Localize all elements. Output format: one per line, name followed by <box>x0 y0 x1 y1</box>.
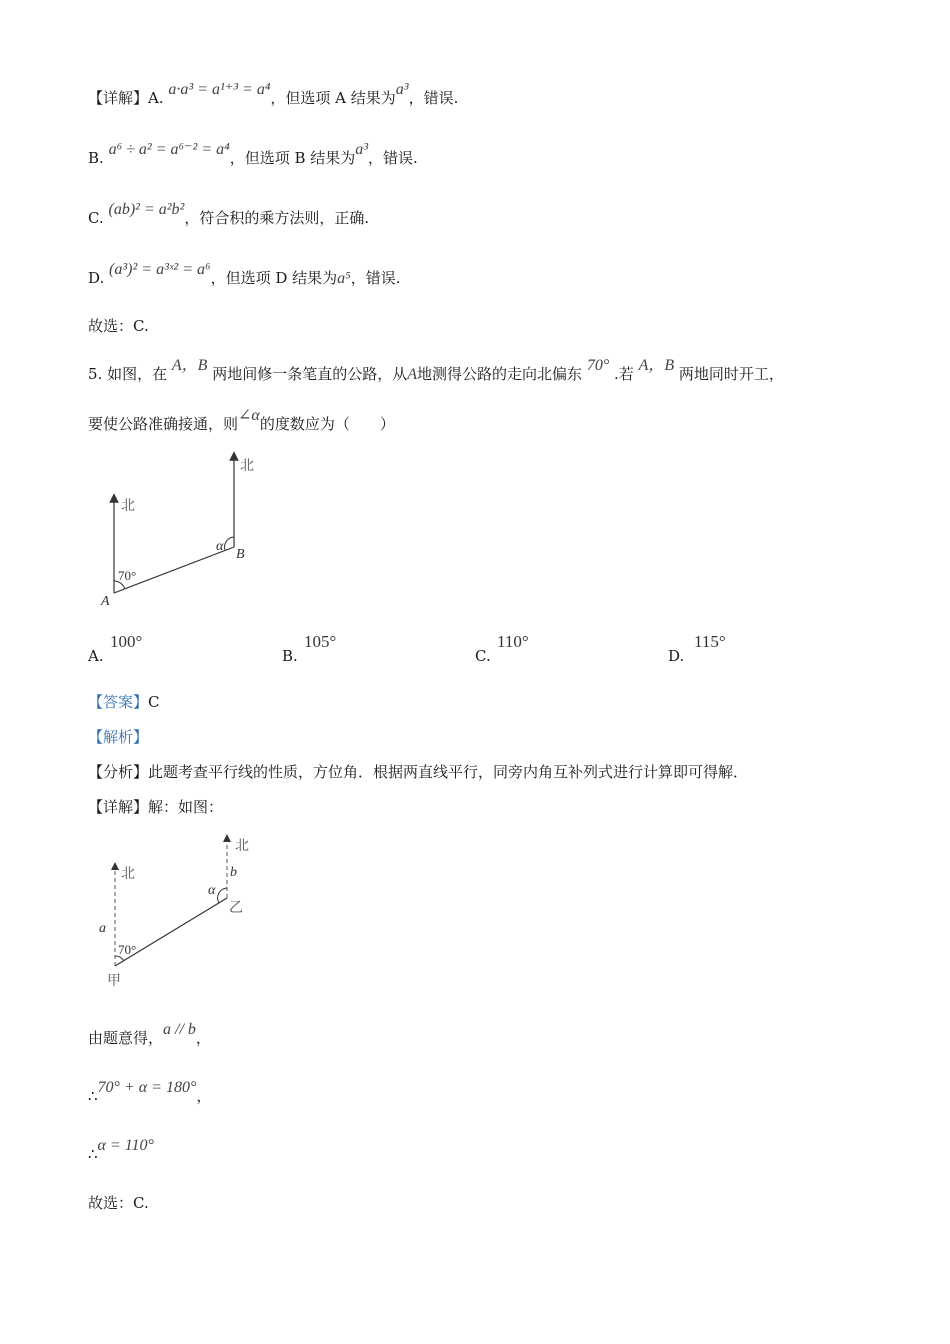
detail-b-line <box>88 141 418 169</box>
step-3 <box>88 1137 154 1165</box>
question5-line2 <box>88 407 395 435</box>
xiangjie-line <box>88 797 223 817</box>
option-c-label: C. <box>475 647 491 665</box>
step-2 <box>88 1079 212 1107</box>
analysis-tag: 【解析】 <box>88 728 149 746</box>
detail-a-line <box>88 81 459 109</box>
option-label: C. <box>88 209 104 227</box>
question5-line1 <box>88 357 784 385</box>
angle-label: 70° <box>118 942 137 957</box>
text: 由题意得， <box>88 1029 164 1047</box>
option-b-value: 105° <box>304 632 337 651</box>
point-yi-label: 乙 <box>229 901 243 916</box>
text: ，错误. <box>350 269 401 287</box>
text: ， <box>196 1087 212 1105</box>
answer-tag: 【答案】 <box>88 693 149 711</box>
option-d-label: D. <box>668 647 685 665</box>
detail-d-line <box>88 261 401 289</box>
option-c-value: 110° <box>497 632 529 651</box>
option-label: B. <box>88 149 104 167</box>
option-label: D. <box>88 269 105 287</box>
option-b-label: B. <box>282 647 298 665</box>
math-alpha: ∠α <box>238 407 260 424</box>
point-b-label: B <box>236 547 245 562</box>
text: ，错误. <box>408 89 459 107</box>
math-equation: 70° + α = 180° <box>97 1079 197 1096</box>
text: .若 <box>614 365 634 383</box>
math-expr: (a³)² = a³ˣ² = a⁶ <box>109 261 211 278</box>
north-label: 北 <box>235 839 249 854</box>
text: ，但选项 B 结果为 <box>229 149 356 167</box>
angle-label: 70° <box>118 568 137 583</box>
option-label: A. <box>148 89 164 107</box>
text: ，但选项 D 结果为 <box>210 269 338 287</box>
text: ，错误. <box>368 149 418 167</box>
text: 的度数应为（ ） <box>259 415 395 433</box>
text: ，但选项 A 结果为 <box>270 89 396 107</box>
point-jia-label: 甲 <box>107 974 121 989</box>
option-a-value: 100° <box>110 632 143 651</box>
math-a: A <box>407 366 418 383</box>
math-parallel: a // b <box>163 1021 196 1038</box>
text: 地测得公路的走向北偏东 <box>417 365 583 383</box>
text: 两地同时开工， <box>678 365 784 383</box>
math-expr: (ab)² = a²b² <box>108 201 185 218</box>
step-1 <box>88 1021 211 1049</box>
math-result: a³ <box>395 81 409 98</box>
xiangjie-tag: 【详解】 <box>88 798 149 816</box>
answer-line <box>88 692 160 712</box>
math-ab: A，B <box>638 357 675 374</box>
north-label: 北 <box>240 459 254 474</box>
math-result: a⁵ <box>337 270 351 287</box>
therefore-symbol: ∴ <box>88 1087 98 1105</box>
text: ， <box>195 1029 211 1047</box>
text: ，符合积的乘方法则，正确. <box>184 209 370 227</box>
point-a-label: A <box>101 594 110 609</box>
question5-figure <box>88 450 288 615</box>
north-label: 北 <box>121 867 135 882</box>
fenxi-tag: 【分析】 <box>88 763 149 781</box>
therefore-symbol: ∴ <box>88 1145 98 1163</box>
final-answer: 故选：C. <box>88 1194 149 1212</box>
math-expr: a⁶ ÷ a² = a⁶⁻² = a⁴ <box>108 141 230 158</box>
option-d-value: 115° <box>694 632 726 651</box>
fenxi-line <box>88 762 748 782</box>
question-number: 5. <box>88 365 103 383</box>
fenxi-text: 此题考查平行线的性质，方位角．根据两直线平行，同旁内角互补列式进行计算即可得解． <box>148 763 749 781</box>
alpha-label: α <box>216 539 224 554</box>
detail-conclusion: 故选：C. <box>88 317 149 335</box>
xiangjie-text: 解：如图： <box>148 798 224 816</box>
math-result: α = 110° <box>97 1137 154 1154</box>
text: 如图，在 <box>107 365 168 383</box>
answer-value: C <box>148 693 160 711</box>
north-label: 北 <box>121 499 135 514</box>
math-expr: a·a³ = a¹⁺³ = a⁴ <box>168 81 271 98</box>
detail-prefix: 【详解】 <box>88 89 149 107</box>
text: 要使公路准确接通，则 <box>88 415 239 433</box>
alpha-label: α <box>208 883 216 898</box>
solution-figure <box>95 832 265 992</box>
line-b-label: b <box>230 865 237 880</box>
line-a-label: a <box>99 921 106 936</box>
math-ab: A，B <box>171 357 208 374</box>
detail-c-line <box>88 201 370 229</box>
text: 两地间修一条笔直的公路，从 <box>212 365 408 383</box>
math-angle: 70° <box>586 357 610 374</box>
math-result: a³ <box>355 141 369 158</box>
option-a-label: A. <box>88 647 104 665</box>
